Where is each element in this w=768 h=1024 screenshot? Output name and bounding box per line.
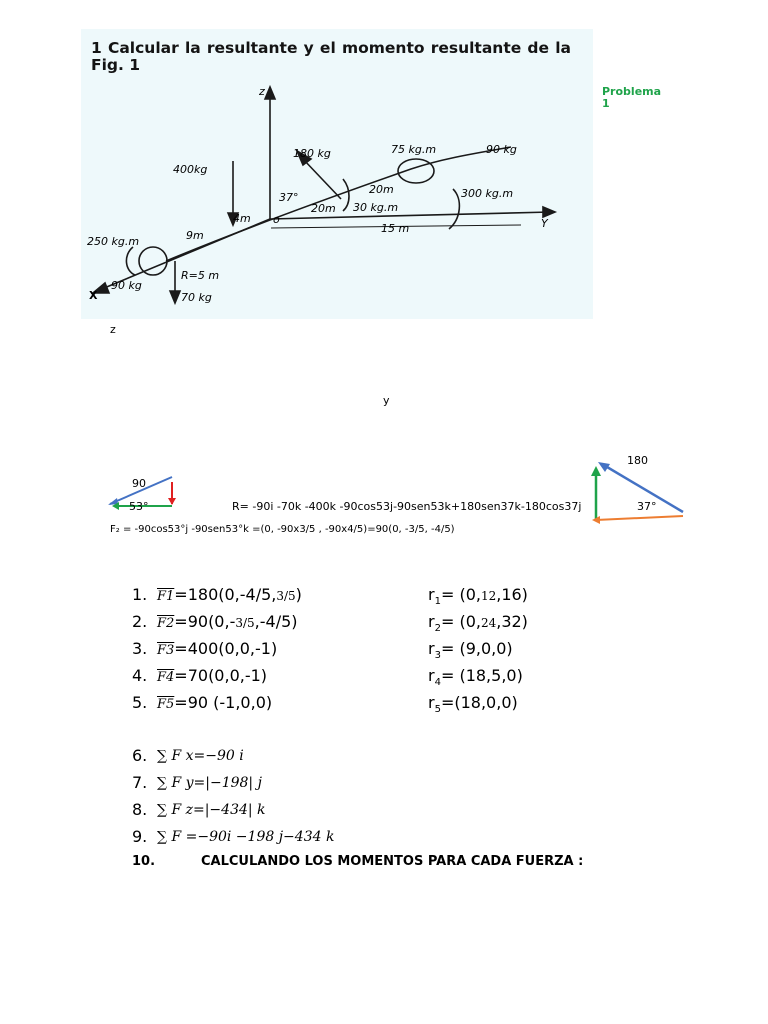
label-90kg-x: 90 kg [111,279,142,292]
list-item: 7. ∑ F y=|−198| j [0,771,768,795]
force-vector-name: F5 [157,697,175,712]
z-axis-arrowhead [265,87,275,99]
force-vector-name: F1 [157,589,175,604]
sum-fz: ∑ F z=|−434| k [157,802,266,818]
list-item: 1. F1=180(0,-4/5,3/5) $r_1= (0,12,16)$ [132,585,528,608]
label-30kgm: 30 kg.m [353,201,399,214]
left-triangle-value: 90 [132,477,146,490]
right-triangle-angle: 37° [637,500,657,513]
axis-y-text: y [383,394,390,407]
sum-fy: ∑ F y=|−198| j [157,775,262,791]
force-vector-name: F2 [157,616,175,631]
label-15m: 15 m [381,222,410,235]
sum-f-total: ∑ F =−90i −198 j−434 k [157,829,335,845]
y-axis-arrowhead [543,207,555,217]
section-heading: 10. CALCULANDO LOS MOMENTOS PARA CADA FUERZA : [132,854,584,869]
label-70kg: 70 kg [181,291,212,304]
resultant-equation: R= -90i -70k -400k -90cos53j-90sen53k+180sen37k-180cos37j [232,500,582,513]
list-item: 5. F5=90 (-1,0,0) $r_5=(18,0,0)$ [132,693,518,716]
label-origin: o [273,213,280,226]
label-37deg: 37° [279,191,299,204]
moment-300-arc [449,189,459,229]
list-item: 6. ∑ F x=−90 i [0,744,768,768]
pulley-circle [139,247,167,275]
force-vector-name: F3 [157,643,175,658]
right-triangle-value: 180 [627,454,648,467]
axis-x-label: X [89,289,98,302]
left-triangle-angle: 53° [129,500,149,513]
problem-side-label: Problema 1 [602,85,662,110]
moment-250-arc [126,247,135,275]
list-item: 2. F2=90(0,-3/5,-4/5) $r_2= (0,24,32)$ [132,612,528,635]
label-20m-b: 20m [311,202,336,215]
list-item: 3. F3=400(0,0,-1) $r_3= (9,0,0)$ [132,639,513,662]
moment-30-arc [343,179,349,211]
list-item: 9. ∑ F =−90i −198 j−434 k [0,825,768,849]
force-vector-name: F4 [157,670,175,685]
list-item: 4. F4=70(0,0,-1) $r_4= (18,5,0)$ [132,666,523,689]
label-r5m: R=5 m [181,269,220,282]
label-400kg: 400kg [173,163,208,176]
force-180-line [303,159,341,199]
figure-title: 1 Calcular la resultante y el momento resultante de la Fig. 1 [91,39,571,74]
axis-y-label: Y [541,217,548,230]
axis-z-text: z [110,323,116,336]
label-4m: 4m [233,212,251,225]
label-9m: 9m [186,229,204,242]
list-item: 8. ∑ F z=|−434| k [0,798,768,822]
label-90kg-top: 90 kg [486,143,517,156]
label-250kgm: 250 kg.m [87,235,140,248]
label-20m-a: 20m [369,183,394,196]
label-75kgm: 75 kg.m [391,143,437,156]
figure-diagram [81,29,593,319]
sum-fx: ∑ F x=−90 i [157,748,244,764]
axis-z-label: z [259,85,265,98]
f2-equation: F₂ = -90cos53°j -90sen53°k =(0, -90x3/5 , -90x4/5)=90(0, -3/5, -4/5) [110,524,455,535]
label-180kg: 180 kg [293,147,331,160]
label-300kgm: 300 kg.m [461,187,514,200]
